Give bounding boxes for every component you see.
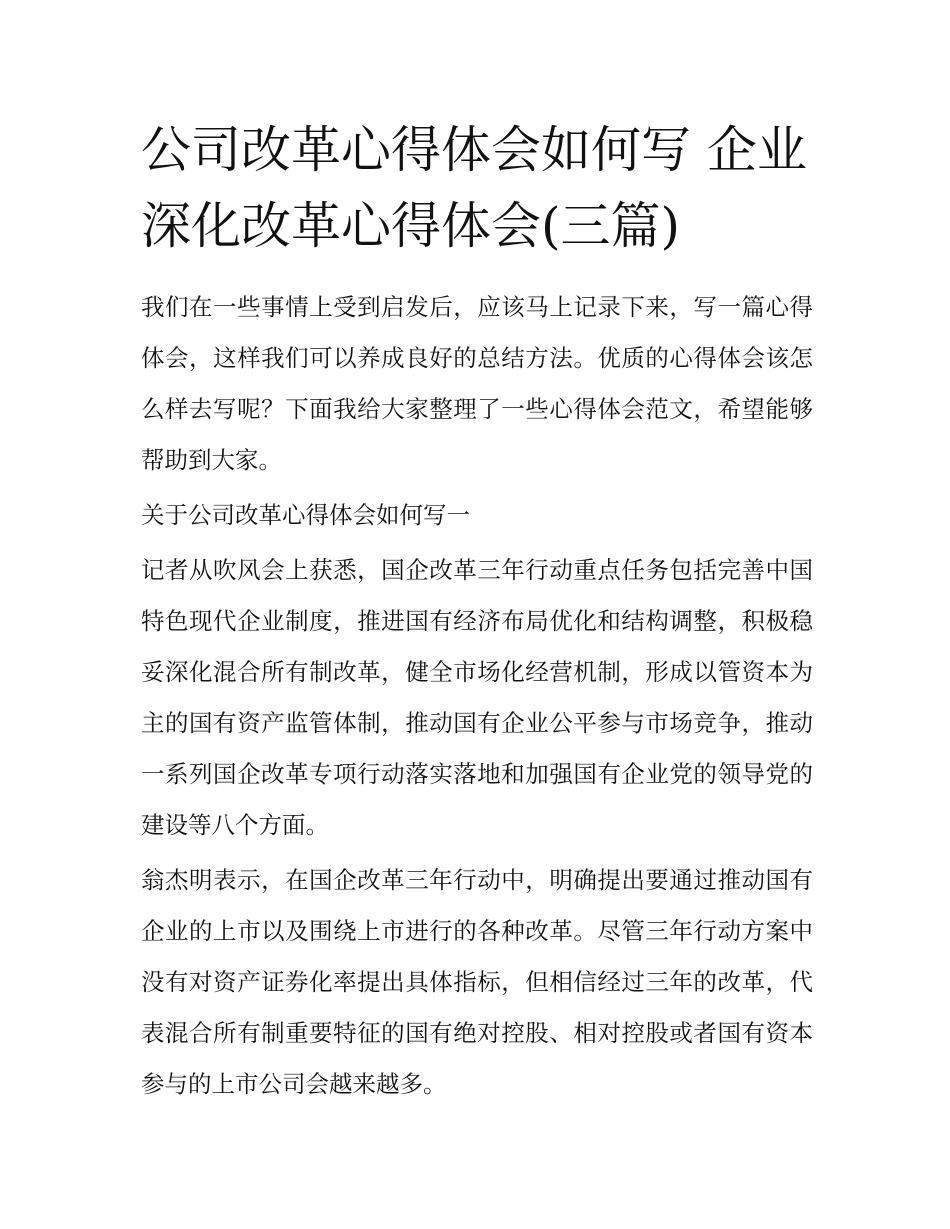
section-heading: 关于公司改革心得体会如何写一 [141, 501, 470, 529]
intro-paragraph: 我们在一些事情上受到启发后，应该马上记录下来，写一篇心得体会，这样我们可以养成良好的总结方法。优质的心得体会该怎么样去写呢？下面我给大家整理了一些心得体会范文，希望能够帮助到大家。 [141, 293, 813, 474]
document-title: 公司改革心得体会如何写 企业深化改革心得体会(三篇) [141, 121, 807, 255]
body-paragraph-2: 翁杰明表示，在国企改革三年行动中，明确提出要通过推动国有企业的上市以及围绕上市进行的各种改革。尽管三年行动方案中没有对资产证券化率提出具体指标，但相信经过三年的改革，代表混合所有制重要特征的国有绝对控股、相对控股或者国有资本参与的上市公司会越来越多。 [141, 866, 813, 1098]
body-paragraph-1: 记者从吹风会上获悉，国企改革三年行动重点任务包括完善中国特色现代企业制度，推进国有经济布局优化和结构调整，积极稳妥深化混合所有制改革，健全市场化经营机制，形成以管资本为主的国有资产监管体制，推动国有企业公平参与市场竞争，推动一系列国企改革专项行动落实落地和加强国有企业党的领导党的建设等八个方面。 [141, 556, 813, 839]
document-page [141, 112, 813, 1114]
